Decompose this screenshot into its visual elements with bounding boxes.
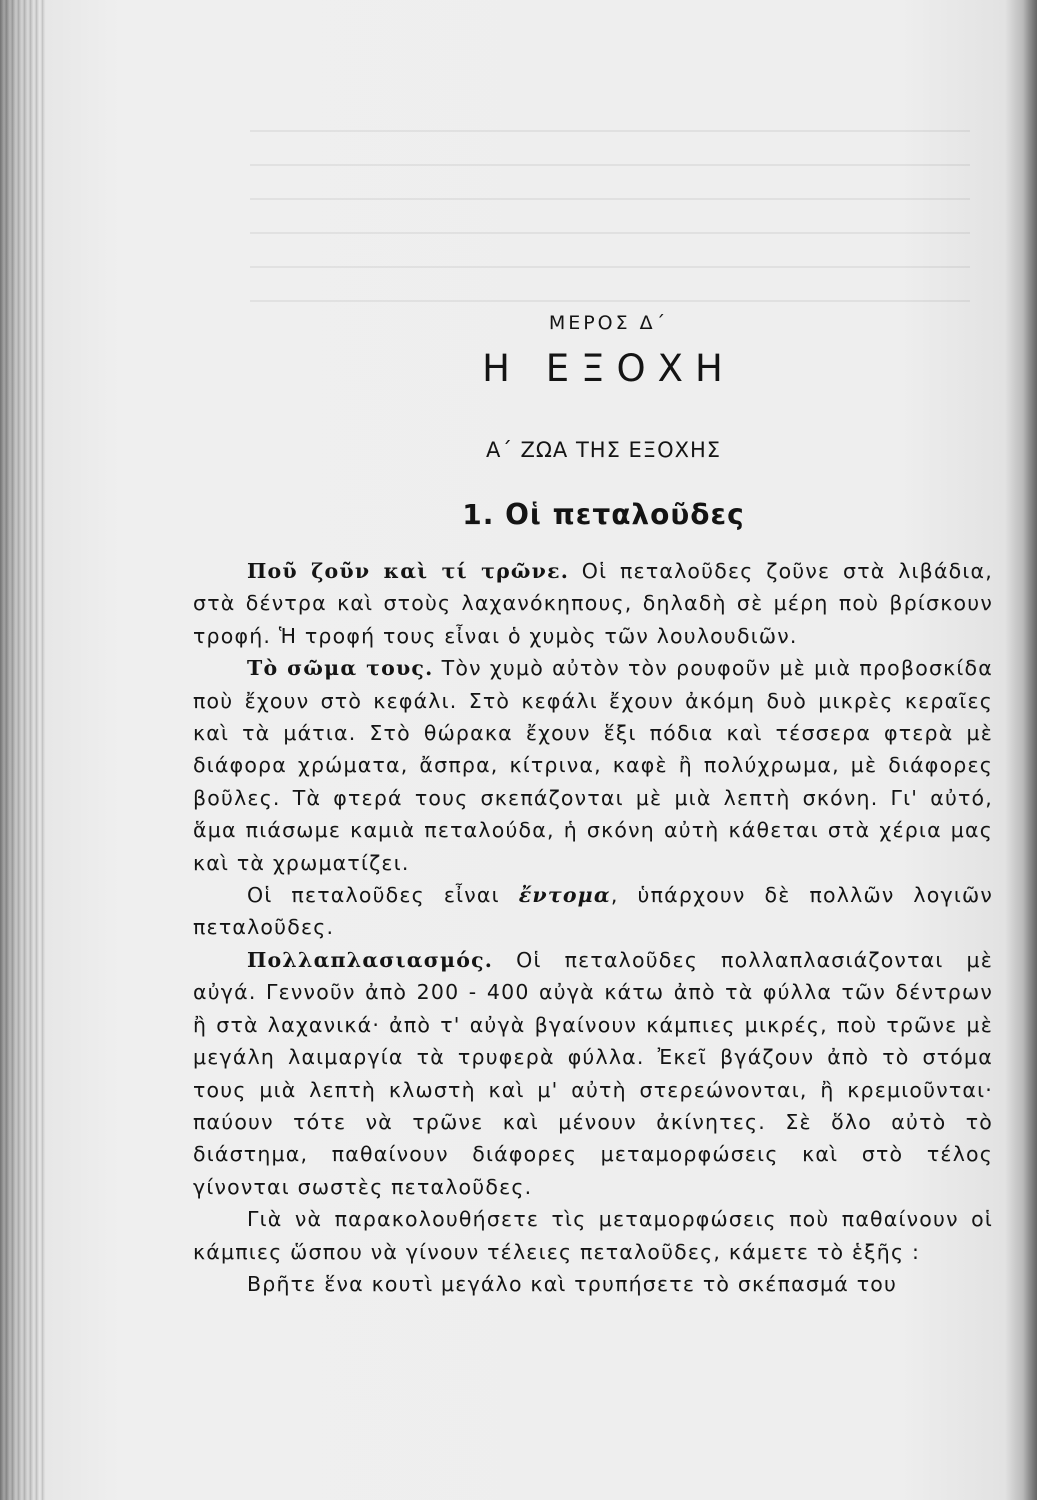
show-through-text xyxy=(250,130,970,320)
paragraph-heading: Ποῦ ζοῦν καὶ τί τρῶνε. xyxy=(247,559,570,583)
body-text xyxy=(193,555,993,1300)
paragraph-text: Οἱ πεταλοῦδες πολλαπλασιάζονται μὲ αὐγά. Γεννοῦν ἀπὸ 200 - 400 αὐγὰ κάτω ἀπὸ τὰ φύλλα τῶν δέντρων ἢ στὰ λαχανικά· ἀπὸ τ' αὐγὰ βγαίνουν κάμπιες μικρές, ποὺ τρῶνε μὲ μεγάλη λαιμαργία τὰ τρυφερὰ φύλλα. Ἐκεῖ βγάζουν ἀπὸ τὸ στόμα τους μιὰ λεπτὴ κλωστὴ καὶ μ' αὐτὴ στερεώνονται, ἢ κρεμιοῦνται· παύουν τότε νὰ τρῶνε καὶ μένουν ἀκίνητες. Σὲ ὅλο αὐτὸ τὸ διάστημα, παθαίνουν διάφορες μεταμορφώσεις καὶ στὸ τέλος γίνονται σωστὲς πεταλοῦδες. xyxy=(193,947,993,1199)
page-shadow-edge xyxy=(1023,0,1037,1500)
paragraph-text: Βρῆτε ἕνα κουτὶ μεγάλο καὶ τρυπήσετε τὸ σκέπασμά του xyxy=(247,1271,898,1296)
paragraph xyxy=(193,944,993,1203)
chapter-title: 1. Οἱ πεταλοῦδες xyxy=(462,498,745,531)
paragraph-text: , ὑπάρχουν δὲ πολλῶν λογιῶν πεταλοῦδες. xyxy=(193,883,993,940)
page-stack-edge xyxy=(0,0,46,1500)
paragraph-heading: Πολλαπλασιασμός. xyxy=(247,947,494,972)
section-title: Α΄ ΖΩΑ ΤΗΣ ΕΞΟΧΗΣ xyxy=(485,438,722,462)
paragraph-text: Τὸν χυμὸ αὐτὸν τὸν ρουφοῦν μὲ μιὰ προβοσκίδα ποὺ ἔχουν στὸ κεφάλι. Στὸ κεφάλι ἔχουν ἀκόμη δυὸ μικρὲς κεραῖες καὶ τὰ μάτια. Στὸ θώρακα ἔχουν ἕξι πόδια καὶ τέσσερα φτερὰ μὲ διάφορα χρώματα, ἄσπρα, κίτρινα, καφὲ ἢ πολύχρωμα, μὲ διάφορες βοῦλες. Τὰ φτερά τους σκεπάζονται μὲ μιὰ λεπτὴ σκόνη. Γι' αὐτό, ἅμα πιάσωμε καμιὰ πεταλούδα, ἡ σκόνη αὐτὴ κάθεται στὰ χέρια μας καὶ τὰ χρωματίζει. xyxy=(193,656,994,875)
paragraph xyxy=(193,1203,993,1268)
paragraph-text: Οἱ πεταλοῦδες εἶναι xyxy=(247,883,519,908)
paragraph xyxy=(193,652,993,879)
paragraph xyxy=(193,879,993,944)
paragraph-text: Οἱ πεταλοῦδες ζοῦνε στὰ λιβάδια, στὰ δέντρα καὶ στοὺς λαχανόκηπους, δηλαδὴ σὲ μέρη ποὺ βρίσκουν τροφή. Ἡ τροφή τους εἶναι ὁ χυμὸς τῶν λουλουδιῶν. xyxy=(193,559,993,648)
paragraph-text: Γιὰ νὰ παρακολουθήσετε τὶς μεταμορφώσεις ποὺ παθαίνουν οἱ κάμπιες ὥσπου νὰ γίνουν τέλειες πεταλοῦδες, κάμετε τὸ ἑξῆς : xyxy=(193,1207,993,1264)
part-label: ΜΕΡΟΣ Δ΄ xyxy=(548,312,669,334)
paragraph xyxy=(193,1268,993,1300)
main-title: Η ΕΞΟΧΗ xyxy=(482,347,735,390)
emphasized-term: ἔντομα xyxy=(518,883,611,908)
paragraph-heading: Τὸ σῶμα τους. xyxy=(247,656,434,681)
paragraph xyxy=(193,555,993,652)
